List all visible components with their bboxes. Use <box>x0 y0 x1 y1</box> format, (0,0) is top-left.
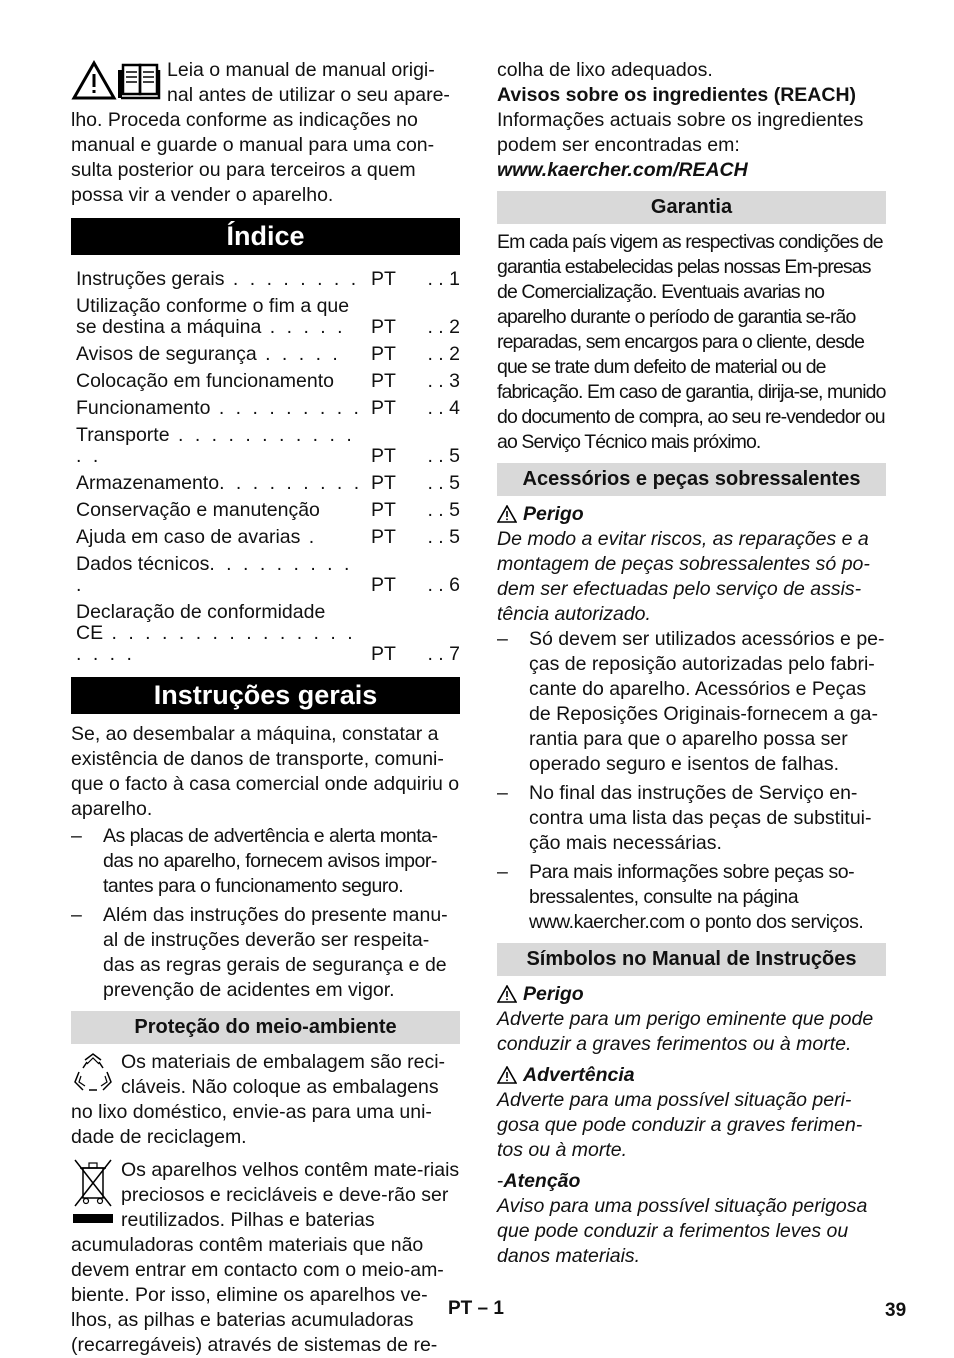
toc-entry-name: Funcionamento <box>76 397 211 419</box>
danger-label: Perigo <box>523 983 584 1005</box>
toc-entry-line1: Utilização conforme o fim a que <box>76 295 350 317</box>
toc-entry-dots: . . . . . . . . . <box>219 472 363 494</box>
symbols-caution-heading <box>497 1169 886 1194</box>
toc-entry-lang: PT <box>371 499 396 521</box>
list-item: – Além das instruções do presente manu-al de instruções deverão ser respeita-das as regras gerais de segurança e de prevenção de acidentes em vigor. <box>71 903 460 1003</box>
toc-entry-page: . . 5 <box>427 499 460 521</box>
left-column <box>71 58 460 1358</box>
toc-entry-page: . . 7 <box>427 643 460 665</box>
toc-row <box>71 263 460 290</box>
recycle-icon <box>71 1050 115 1098</box>
toc-entry-page: . . 1 <box>427 268 460 290</box>
toc-row <box>71 419 460 467</box>
toc-entry-name: Colocação em funcionamento <box>76 370 334 392</box>
reach-text: Informações actuais sobre os ingredientes podem ser encontradas em: <box>497 109 864 156</box>
toc-entry-lang: PT <box>371 343 396 365</box>
toc-entry-dots: . . . . . <box>256 343 341 365</box>
toc-entry-page: . . 5 <box>427 445 460 467</box>
toc-entry <box>71 521 366 548</box>
toc-entry-name: Armazenamento <box>76 472 220 494</box>
toc-row <box>71 317 460 338</box>
toc-entry-lang: PT <box>371 574 396 596</box>
intro-line-2: nal antes de utilizar o seu apare- <box>167 84 450 106</box>
toc-title: Índice <box>71 218 460 255</box>
right-column <box>497 58 886 1269</box>
weee-text: Os aparelhos velhos contêm mate-riais preciosos e recicláveis e deve-rão ser reutilizados. Pilhas e baterias acumuladoras contêm materiais que não devem entrar em contacto com o meio-am-biente. Por isso, elimine os aparelhos ve-lhos, as pilhas e baterias acumuladoras (recarregáveis) através de sistemas de re- <box>71 1159 460 1356</box>
intro-icons <box>71 58 163 102</box>
toc-entry-name: se destina a máquina <box>76 316 262 338</box>
symbols-warning-heading <box>497 1063 886 1088</box>
toc-entry-page: . . 5 <box>427 472 460 494</box>
toc-entry-dots: . . . . . . . . . . <box>76 553 353 596</box>
toc-table <box>71 263 460 665</box>
toc-entry <box>71 263 366 290</box>
warning-triangle-icon <box>497 1066 517 1084</box>
warning-triangle-icon <box>497 505 517 523</box>
toc-entry-dots: . <box>300 526 318 548</box>
accessories-title: Acessórios e peças sobressalentes <box>497 463 886 496</box>
toc-entry-name: Instruções gerais <box>76 268 225 290</box>
footer-lang-page: PT – 1 <box>448 1298 504 1319</box>
page-number: 39 <box>885 1300 907 1321</box>
toc-entry-page: . . 2 <box>427 343 460 365</box>
toc-entry-dots: . . . . . . . . . <box>210 397 362 419</box>
warning-manual-icon <box>71 58 163 102</box>
toc-entry-dots: . . . . . . . . . . . . . . . . . . . <box>76 622 356 665</box>
danger-label: Perigo <box>523 503 584 525</box>
recycle-text: Os materiais de embalagem são reci-cláveis. Não coloque as embalagens no lixo doméstico, envie-as para uma uni-dade de reciclagem. <box>71 1051 446 1148</box>
toc-entry-name: Avisos de segurança <box>76 343 257 365</box>
weee-block <box>71 1158 460 1358</box>
toc-entry-lang: PT <box>371 472 396 494</box>
list-item: – No final das instruções de Serviço en-contra uma lista das peças de substitui-ção mais necessárias. <box>497 781 886 856</box>
toc-entry <box>71 623 366 665</box>
toc-entry <box>71 419 366 467</box>
toc-entry-dots: . . . . . . . . <box>224 268 360 290</box>
toc-entry-name: Conservação e manutenção <box>76 499 320 521</box>
symbols-warning-text: Adverte para uma possível situação peri-gosa que pode conduzir a graves ferimen-tos ou à morte. <box>497 1089 863 1161</box>
toc-row-line1 <box>71 596 460 623</box>
warning-label: Advertência <box>523 1064 635 1086</box>
symbols-danger-text: Adverte para um perigo eminente que pode conduzir a graves ferimentos ou à morte. <box>497 1008 874 1055</box>
accessories-bullets <box>497 627 886 935</box>
toc-entry-lang: PT <box>371 397 396 419</box>
toc-entry-page: . . 6 <box>427 574 460 596</box>
warning-triangle-icon <box>497 985 517 1003</box>
toc-row <box>71 623 460 665</box>
environment-title: Proteção do meio-ambiente <box>71 1011 460 1044</box>
toc-entry <box>71 548 366 596</box>
warranty-title: Garantia <box>497 191 886 224</box>
toc-entry-page: . . 5 <box>427 526 460 548</box>
toc-row <box>71 338 460 365</box>
toc-entry <box>71 494 366 521</box>
toc-entry-lang: PT <box>371 316 396 338</box>
symbols-title: Símbolos no Manual de Instruções <box>497 943 886 976</box>
general-bullets <box>71 824 460 1003</box>
toc-entry-name: Dados técnicos <box>76 553 210 575</box>
caution-prefix: - <box>497 1170 504 1192</box>
warranty-text: Em cada país vigem as respectivas condições de garantia estabelecidas pelas nossas Em-presas de Comercialização. Eventuais avarias no aparelho durante o período de garantia se-rão reparadas, sem encargos para o cliente, desde que se trate dum defeito de material ou de fabricação. Em caso de garantia, dirija-se, munido do documento de compra, ao seu re-vendedor ou ao Serviço Técnico mais próximo. <box>497 231 886 453</box>
list-item: – Para mais informações sobre peças so-bressalentes, consulte na página www.kaercher.com o ponto dos serviços. <box>497 860 886 935</box>
reach-title: Avisos sobre os ingredientes (REACH) <box>497 84 857 106</box>
symbols-danger-heading <box>497 982 886 1007</box>
toc-entry-lang: PT <box>371 526 396 548</box>
toc-entry <box>71 365 366 392</box>
toc-entry-name: Transporte <box>76 424 170 446</box>
toc-entry-page: . . 4 <box>427 397 460 419</box>
toc-row-line1 <box>71 290 460 317</box>
crossed-bin-icon <box>71 1158 115 1228</box>
toc-row <box>71 521 460 548</box>
general-intro: Se, ao desembalar a máquina, constatar a existência de danos de transporte, comuni-que o facto à casa comercial onde adquiriu o aparelho. <box>71 723 460 820</box>
toc-entry-line1: Declaração de conformidade <box>76 601 326 623</box>
toc-row <box>71 365 460 392</box>
toc-row <box>71 467 460 494</box>
reach-url: www.kaercher.com/REACH <box>497 159 748 181</box>
toc-entry-lang: PT <box>371 643 396 665</box>
accessories-danger-heading <box>497 502 886 527</box>
toc-entry-page: . . 2 <box>427 316 460 338</box>
toc-entry-dots: . . . . . <box>261 316 346 338</box>
toc-row <box>71 548 460 596</box>
caution-label: Atenção <box>503 1170 581 1192</box>
recycle-block <box>71 1050 460 1150</box>
toc-entry <box>71 467 366 494</box>
toc-row <box>71 392 460 419</box>
toc-entry <box>71 392 366 419</box>
toc-entry-name: Ajuda em caso de avarias <box>76 526 301 548</box>
toc-entry-dots: . . . . . . . . . . . . . <box>76 424 355 467</box>
list-item: – Só devem ser utilizados acessórios e pe-ças de reposição autorizadas pelo fabri-cante do aparelho. Acessórios e Peças de Reposições Originais-fornecem a ga-rantia para que o aparelho possa ser operado seguro e isentos de falhas. <box>497 627 886 777</box>
toc-entry-name: CE <box>76 622 104 644</box>
intro-text: lho. Proceda conforme as indicações no manual e guarde o manual para uma con-sulta posterior ou para terceiros a quem possa vir a vender o aparelho. <box>71 109 435 206</box>
toc-entry <box>71 317 366 338</box>
toc-entry-page: . . 3 <box>427 370 460 392</box>
environment-cont: colha de lixo adequados. <box>497 59 713 81</box>
intro-line-1: Leia o manual de manual origi- <box>167 59 435 81</box>
intro-block <box>71 58 460 208</box>
symbols-caution-text: Aviso para uma possível situação perigosa que pode conduzir a ferimentos leves ou danos materiais. <box>497 1195 868 1267</box>
accessories-danger-text: De modo a evitar riscos, as reparações e a montagem de peças sobressalentes só po-dem ser efectuadas pelo serviço de assis-tência autorizado. <box>497 528 870 625</box>
toc-entry-lang: PT <box>371 370 396 392</box>
general-title: Instruções gerais <box>71 677 460 714</box>
toc-entry-lang: PT <box>371 268 396 290</box>
toc-entry <box>71 338 366 365</box>
toc-entry-lang: PT <box>371 445 396 467</box>
toc-row <box>71 494 460 521</box>
list-item: – As placas de advertência e alerta monta-das no aparelho, fornecem avisos impor-tantes para o funcionamento seguro. <box>71 824 460 899</box>
